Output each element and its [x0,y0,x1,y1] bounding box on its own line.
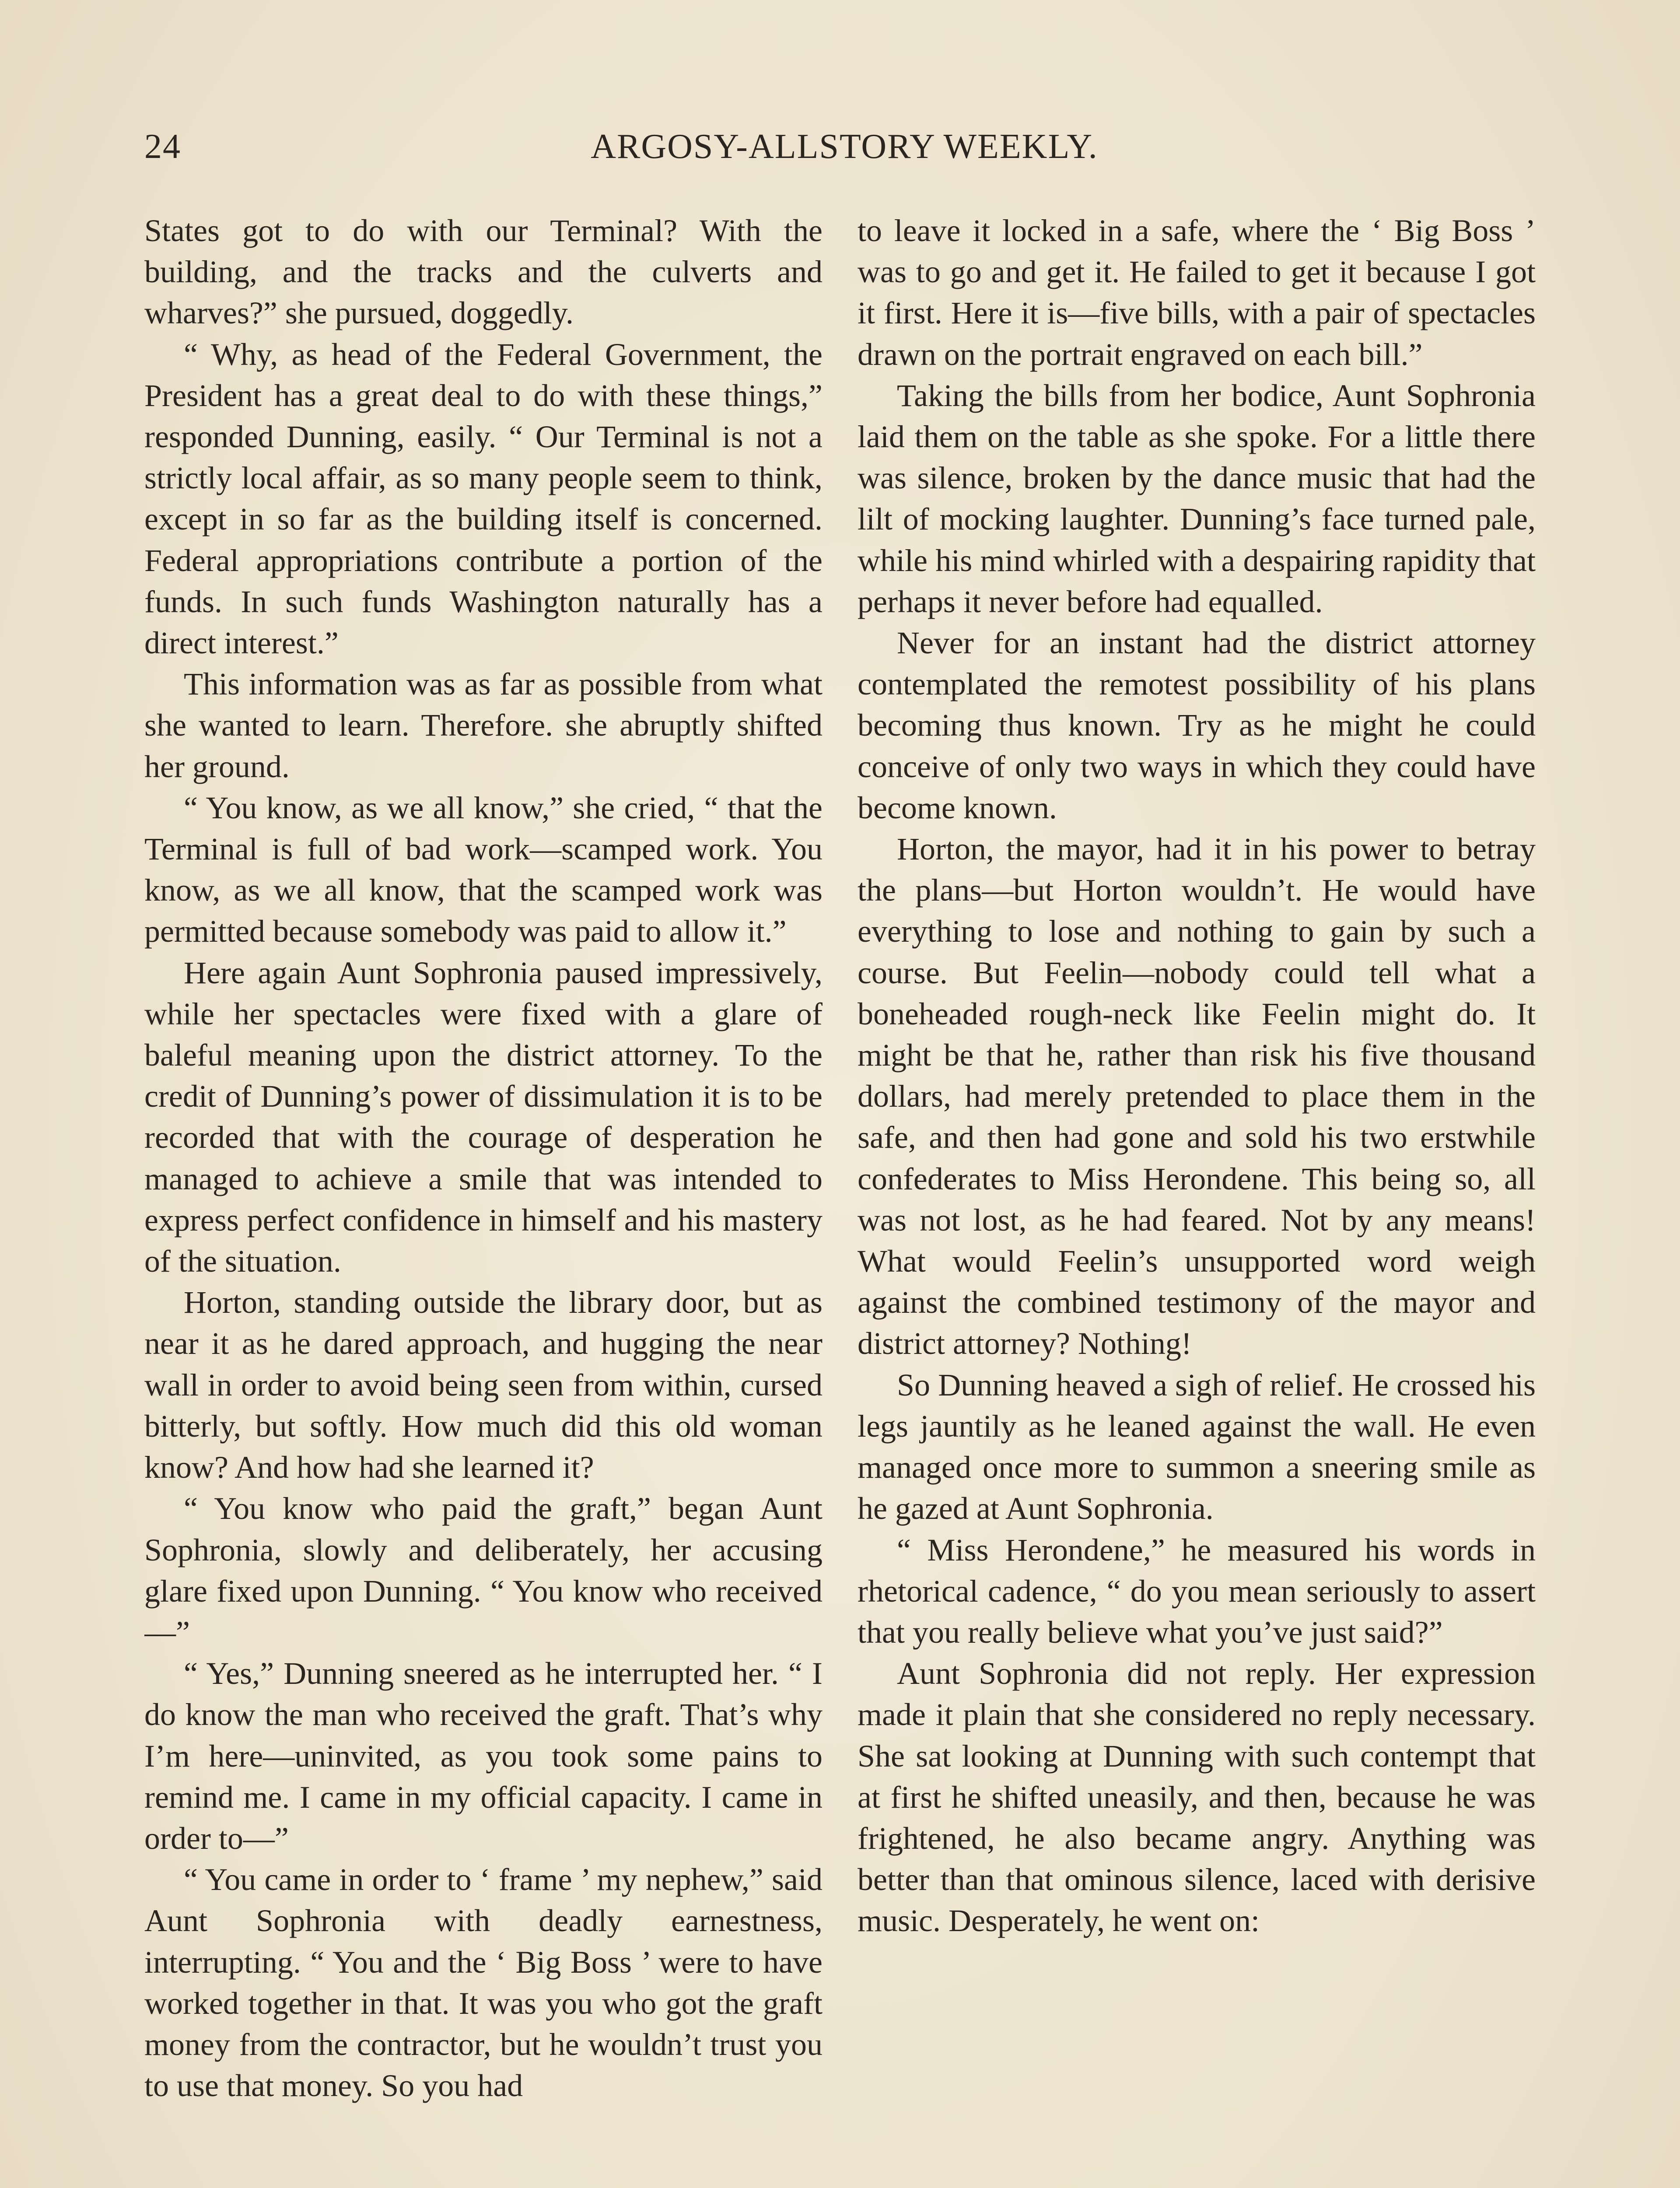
paragraph: Taking the bills from her bodice, Aunt Sophronia laid them on the table as she spoke. For a little there was silence, broken by the dance music that had the lilt of mocking laughter. Dunning’s face turned pale, while his mind whirled with a despairing rapidity that perhaps it never before had equalled. [858,378,1536,619]
paragraph: This information was as far as possible from what she wanted to learn. Therefore. she abruptly shifted her ground. [144,666,822,784]
paragraph: Horton, the mayor, had it in his power to betray the plans—but Horton wouldn’t. He would have everything to lose and nothing to gain by such a course. But Feelin—nobody could tell what a boneheaded rough-neck like Feelin might do. It might be that he, rather than risk his five thousand dollars, had merely pretended to place them in the safe, and then had gone and sold his two erstwhile confederates to Miss Herondene. This being so, all was not lost, as he had feared. Not by any means! What would Feelin’s unsupported word weigh against the combined testimony of the mayor and district attorney? Nothing! [858,831,1536,1361]
paragraph: States got to do with our Terminal? With the building, and the tracks and the culverts and wharves?” she pursued, doggedly. [144,213,822,331]
paragraph: Here again Aunt Sophronia paused impressively, while her spectacles were fixed with a glare of baleful meaning upon the district attorney. To the credit of Dunning’s power of dissimulation it is to be recorded that with the courage of desperation he managed to achieve a smile that was intended to express perfect confidence in himself and his mastery of the situation. [144,955,822,1279]
page-number: 24 [144,127,181,166]
paragraph: “ You know, as we all know,” she cried, “ that the Terminal is full of bad work—scamped work. You know, as we all know, that the scamped work was permitted because somebody was paid to allow it.” [144,790,822,949]
paragraph: Never for an instant had the district attorney contemplated the remotest possibility of his plans becoming thus known. Try as he might he could conceive of only two ways in which they could have become known. [858,625,1536,825]
running-title: ARGOSY-ALLSTORY WEEKLY. [591,127,1098,166]
paragraph: Horton, standing outside the library door, but as near it as he dared approach, and hugging the near wall in order to avoid being seen from within, cursed bitterly, but softly. How much did this old woman know? And how had she learned it? [144,1285,822,1485]
paragraph: “ Yes,” Dunning sneered as he interrupted her. “ I do know the man who received the graft. That’s why I’m here—uninvited, as you took some pains to remind me. I came in my official capacity. I came in order to—” [144,1656,822,1856]
paragraph: “ You came in order to ‘ frame ’ my nephew,” said Aunt Sophronia with deadly earnestness, interrupting. “ You and the ‘ Big Boss ’ were to have worked together in that. It was you who got the graft money from the contractor, but he wouldn’t trust you to use that money. So you had [144,1862,822,2104]
paragraph: to leave it locked in a safe, where the ‘ Big Boss ’ was to go and get it. He failed to get it because I got it first. Here it is—five bills, with a pair of spectacles drawn on the portrait engraved on each bill.” [858,213,1536,372]
right-column [858,210,1536,2188]
paragraph: “ Miss Herondene,” he measured his words in rhetorical cadence, “ do you mean seriously to assert that you really believe what you’ve just said?” [858,1532,1536,1650]
page-header [144,127,1544,188]
paragraph: So Dunning heaved a sigh of relief. He crossed his legs jauntily as he leaned against the wall. He even managed once more to summon a sneering smile as he gazed at Aunt Sophronia. [858,1367,1536,1526]
left-column [144,210,822,2188]
paragraph: “ Why, as head of the Federal Government, the President has a great deal to do with these things,” responded Dunning, easily. “ Our Terminal is not a strictly local affair, as so many people seem to think, except in so far as the building itself is concerned. Federal appropriations contribute a portion of the funds. In such funds Washington naturally has a direct interest.” [144,337,822,661]
paragraph: Aunt Sophronia did not reply. Her expression made it plain that she considered no reply necessary. She sat looking at Dunning with such contempt that at first he shifted uneasily, and then, because he was frightened, he also became angry. Anything was better than that ominous silence, laced with derisive music. Desperately, he went on: [858,1656,1536,1939]
paragraph: “ You know who paid the graft,” began Aunt Sophronia, slowly and deliberately, her accusing glare fixed upon Dunning. “ You know who received—” [144,1491,822,1650]
